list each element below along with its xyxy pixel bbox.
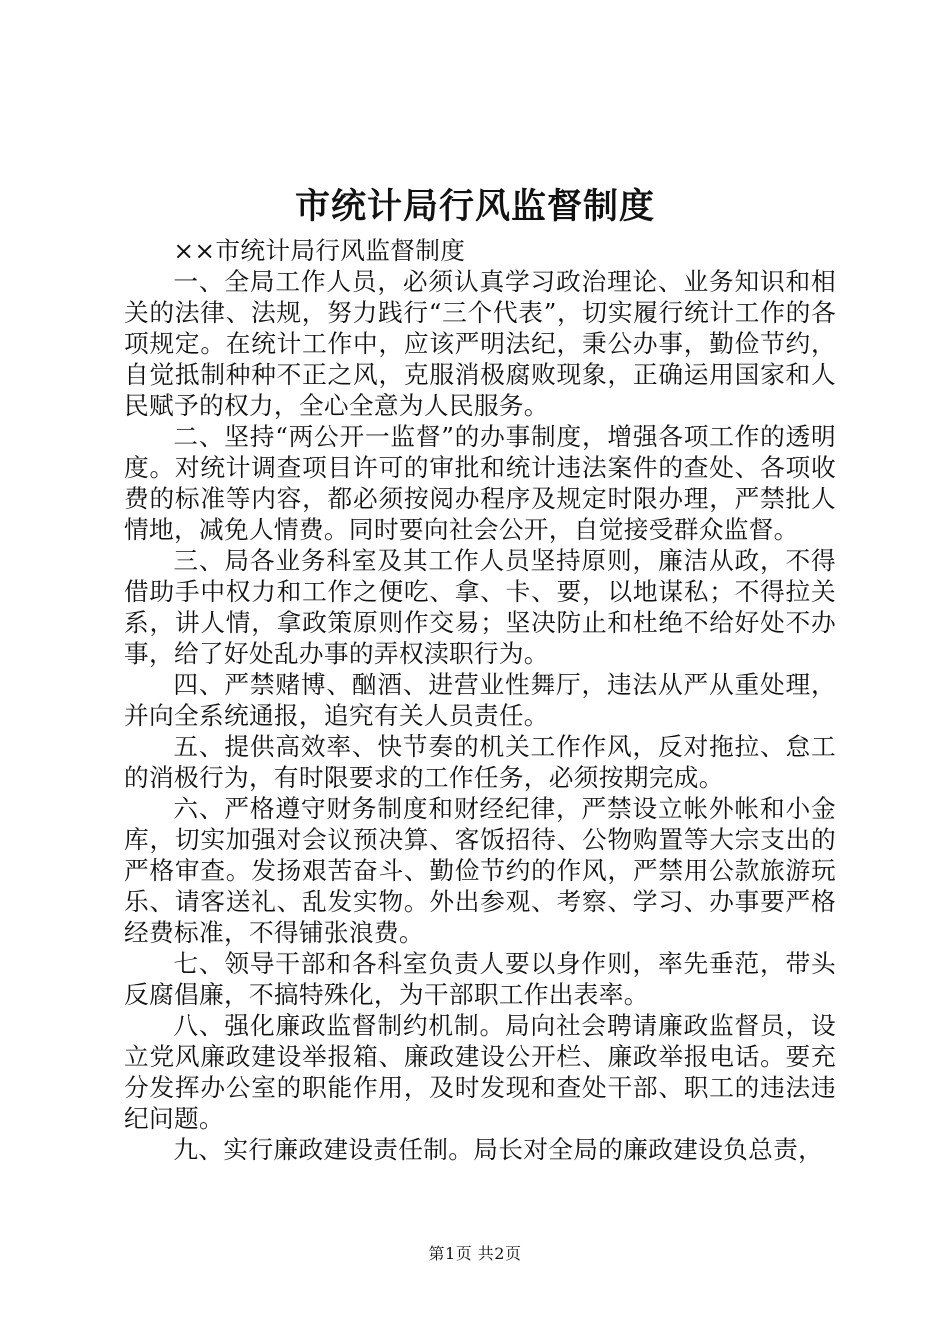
paragraph-4: 四、严禁赌博、酗酒、进营业性舞厅，违法从严从重处理，并向全系统通报，追究有关人员责任。 xyxy=(124,670,836,730)
paragraph-7: 七、领导干部和各科室负责人要以身作则，率先垂范，带头反腐倡廉，不搞特殊化，为干部职工作出表率。 xyxy=(124,949,836,1009)
document-title: 市统计局行风监督制度 xyxy=(294,186,655,227)
paragraph-6: 六、严格遵守财务制度和财经纪律，严禁设立帐外帐和小金库，切实加强对会议预决算、客饭招待、公物购置等大宗支出的严格审查。发扬艰苦奋斗、勤俭节约的作风，严禁用公款旅游玩乐、请客送礼、乱发实物。外出参观、考察、学习、办事要严格经费标准，不得铺张浪费。 xyxy=(124,794,836,947)
paragraph-subtitle: ××市统计局行风监督制度 xyxy=(173,236,466,265)
paragraph-1: 一、全局工作人员，必须认真学习政治理论、业务知识和相关的法律、法规，努力践行“三个代表”，切实履行统计工作的各项规定。在统计工作中，应该严明法纪，秉公办事，勤俭节约，自觉抵制种种不正之风，克服消极腐败现象，正确运用国家和人民赋予的权力，全心全意为人民服务。 xyxy=(124,267,836,420)
document-body xyxy=(124,235,836,1165)
paragraph-3: 三、局各业务科室及其工作人员坚持原则，廉洁从政，不得借助手中权力和工作之便吃、拿、卡、要，以地谋私；不得拉关系，讲人情，拿政策原则作交易；坚决防止和杜绝不给好处不办事，给了好处乱办事的弄权渎职行为。 xyxy=(124,546,836,668)
paragraph-8: 八、强化廉政监督制约机制。局向社会聘请廉政监督员，设立党风廉政建设举报箱、廉政建设公开栏、廉政举报电话。要充分发挥办公室的职能作用，及时发现和查处干部、职工的违法违纪问题。 xyxy=(124,1011,836,1133)
paragraph-9: 九、实行廉政建设责任制。局长对全局的廉政建设负总责， xyxy=(173,1135,824,1164)
paragraph-2: 二、坚持“两公开一监督”的办事制度，增强各项工作的透明度。对统计调查项目许可的审批和统计违法案件的查处、各项收费的标准等内容，都必须按阅办程序及规定时限办理，严禁批人情地，减免人情费。同时要向社会公开，自觉接受群众监督。 xyxy=(124,422,836,544)
page-number-footer: 第1页 共2页 xyxy=(428,1244,522,1263)
paragraph-5: 五、提供高效率、快节奏的机关工作作风，反对拖拉、怠工的消极行为，有时限要求的工作任务，必须按期完成。 xyxy=(124,732,836,792)
